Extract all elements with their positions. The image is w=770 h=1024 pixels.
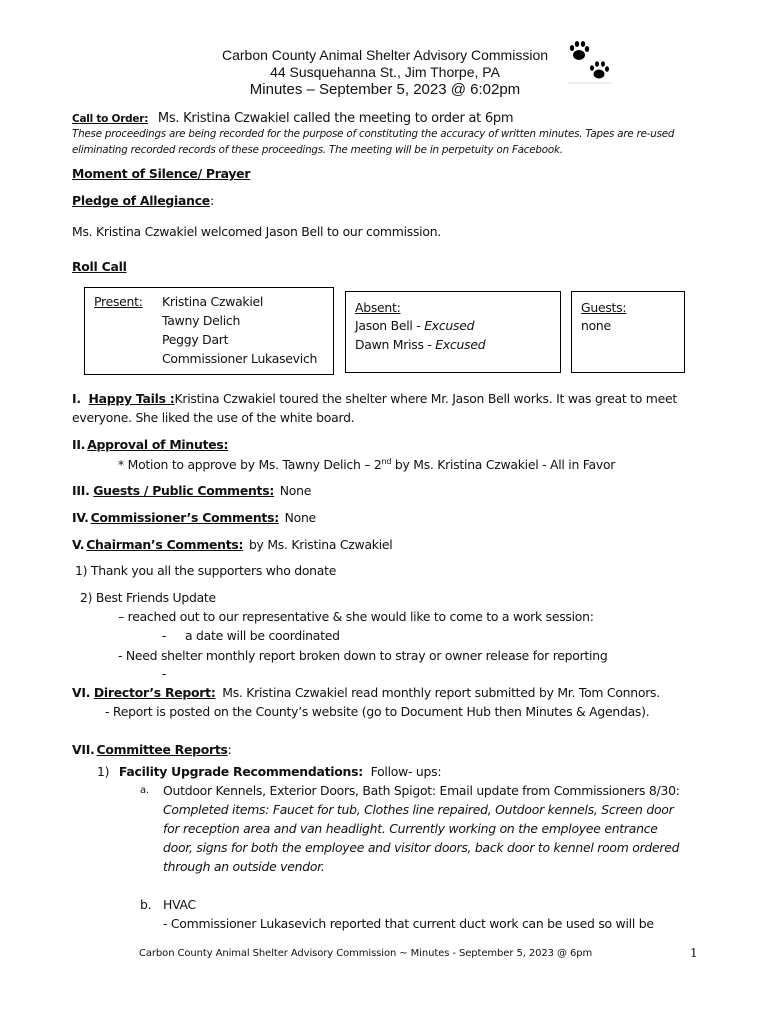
absent-member-status: Excused: [435, 337, 486, 352]
chairman-item-2-sub1-a: a date will be coordinated: [185, 628, 340, 643]
section-label: Approval of Minutes:: [87, 437, 229, 452]
recording-note-line1: These proceedings are being recorded for the purpose of constituting the accuracy of written minutes. Tapes are re-used: [72, 128, 675, 140]
absent-member: [355, 318, 474, 333]
section-label: Commissioner’s Comments:: [90, 510, 279, 525]
directors-report-sub: - Report is posted on the County’s website (go to Document Hub then Minutes & Agendas).: [105, 704, 650, 719]
chairman-item-2: 2) Best Friends Update: [80, 590, 216, 605]
section-label: Chairman’s Comments:: [86, 537, 244, 552]
motion-text-a: * Motion to approve by Ms. Tawny Delich – 2: [118, 457, 382, 473]
call-to-order-label: Call to Order:: [72, 113, 149, 125]
item-a-line: through an outside vendor.: [163, 859, 325, 874]
present-box: [84, 287, 334, 375]
guests-label: Guests:: [581, 300, 627, 315]
chairman-item-1: 1) Thank you all the supporters who donate: [75, 563, 337, 578]
absent-member-name: Dawn Mriss -: [355, 337, 436, 352]
header-date-title: Minutes – September 5, 2023 @ 6:02pm: [249, 81, 521, 98]
present-member: Commissioner Lukasevich: [162, 351, 318, 366]
item-b-text: HVAC: [163, 897, 196, 912]
roll-call-heading: Roll Call: [72, 259, 127, 274]
present-member: Kristina Czwakiel: [162, 294, 264, 309]
item-a-line: door, signs for both the employee and visitor doors, back door to kennel room ordered: [163, 840, 680, 855]
present-member: Peggy Dart: [162, 332, 229, 347]
item-a-line: Completed items: Faucet for tub, Clothes line repaired, Outdoor kennels, Screen door: [163, 802, 674, 817]
guests-box: [571, 291, 685, 373]
section-commissioner-comments: [72, 510, 316, 525]
chairman-item-2-sub2: - Need shelter monthly report broken down to stray or owner release for reporting: [118, 648, 608, 663]
section-text: None: [284, 510, 316, 525]
item-b-marker: b.: [140, 897, 152, 912]
pledge-heading: [72, 193, 214, 208]
footer-text: Carbon County Animal Shelter Advisory Commission ~ Minutes - September 5, 2023 @ 6pm: [139, 948, 593, 959]
section-number: VI.: [72, 685, 91, 700]
absent-box: [345, 291, 561, 373]
item-number: 1): [97, 764, 110, 779]
motion-sup: nd: [381, 457, 392, 466]
section-committee-reports: [72, 742, 232, 757]
section-label: Happy Tails :: [88, 391, 175, 406]
item-b-sub: - Commissioner Lukasevich reported that current duct work can be used so will be: [163, 916, 654, 931]
motion-text: [118, 457, 615, 472]
section-number: I.: [72, 391, 81, 406]
motion-text-b: by Ms. Kristina Czwakiel - All in Favor: [391, 457, 616, 473]
section-number: V.: [72, 537, 85, 552]
committee-item-1: [97, 764, 441, 779]
section-number: VII.: [72, 742, 95, 757]
section-label: Guests / Public Comments:: [93, 483, 275, 498]
welcome-text: Ms. Kristina Czwakiel welcomed Jason Bell to our commission.: [72, 224, 441, 239]
guests-value: none: [581, 318, 611, 333]
present-label: Present:: [94, 294, 143, 309]
recording-note-line2: eliminating recorded records of these proceedings. The meeting will be in perpetuity on Facebook.: [72, 144, 563, 156]
moment-of-silence-heading: Moment of Silence/ Prayer: [72, 166, 251, 181]
section-colon: :: [227, 742, 232, 757]
call-to-order-text: Ms. Kristina Czwakiel called the meeting to order at 6pm: [157, 111, 514, 126]
page-number: 1: [690, 946, 698, 960]
absent-member-name: Jason Bell -: [355, 318, 425, 333]
item-a-text: Outdoor Kennels, Exterior Doors, Bath Spigot: Email update from Commissioners 8/30:: [163, 783, 680, 798]
section-happy-tails: [72, 391, 677, 406]
item-text: Follow- ups:: [370, 764, 442, 779]
pledge-label: Pledge of Allegiance: [72, 193, 210, 208]
absent-member-status: Excused: [424, 318, 475, 333]
section-approval-of-minutes: [72, 437, 228, 452]
header-org-name: Carbon County Animal Shelter Advisory Commission: [221, 47, 549, 63]
present-member: Tawny Delich: [162, 313, 241, 328]
section-text: Ms. Kristina Czwakiel read monthly report submitted by Mr. Tom Connors.: [222, 685, 660, 700]
chairman-item-2-sub1: – reached out to our representative & she would like to come to a work session:: [118, 609, 594, 624]
absent-label: Absent:: [355, 300, 401, 315]
paw-prints-icon: [564, 38, 616, 86]
section-guests-comments: [72, 483, 311, 498]
section-text: None: [279, 483, 312, 498]
section-label: Director’s Report:: [93, 685, 216, 700]
item-label: Facility Upgrade Recommendations:: [118, 764, 363, 779]
chairman-item-2-sub1-dash: -: [162, 628, 167, 643]
section-directors-report: [72, 685, 660, 700]
section-text: by Ms. Kristina Czwakiel: [248, 537, 393, 552]
section-text: Kristina Czwakiel toured the shelter where Mr. Jason Bell works. It was great to meet: [174, 391, 677, 406]
header-address: 44 Susquehanna St., Jim Thorpe, PA: [270, 64, 500, 80]
call-to-order: [72, 110, 513, 126]
item-a-marker: a.: [140, 785, 149, 796]
section-label: Committee Reports: [96, 742, 228, 757]
section-number: IV.: [72, 510, 89, 525]
pledge-colon: :: [209, 193, 214, 208]
section-chairman-comments: [72, 537, 392, 552]
section-number: II.: [72, 437, 86, 452]
chairman-item-2-sub3: -: [162, 666, 167, 681]
item-a-line: for reception area and van headlight. Currently working on the employee entrance: [163, 821, 658, 836]
section-number: III.: [72, 483, 90, 498]
section-text-continued: everyone. She liked the use of the white board.: [72, 410, 355, 425]
absent-member: [355, 337, 485, 352]
